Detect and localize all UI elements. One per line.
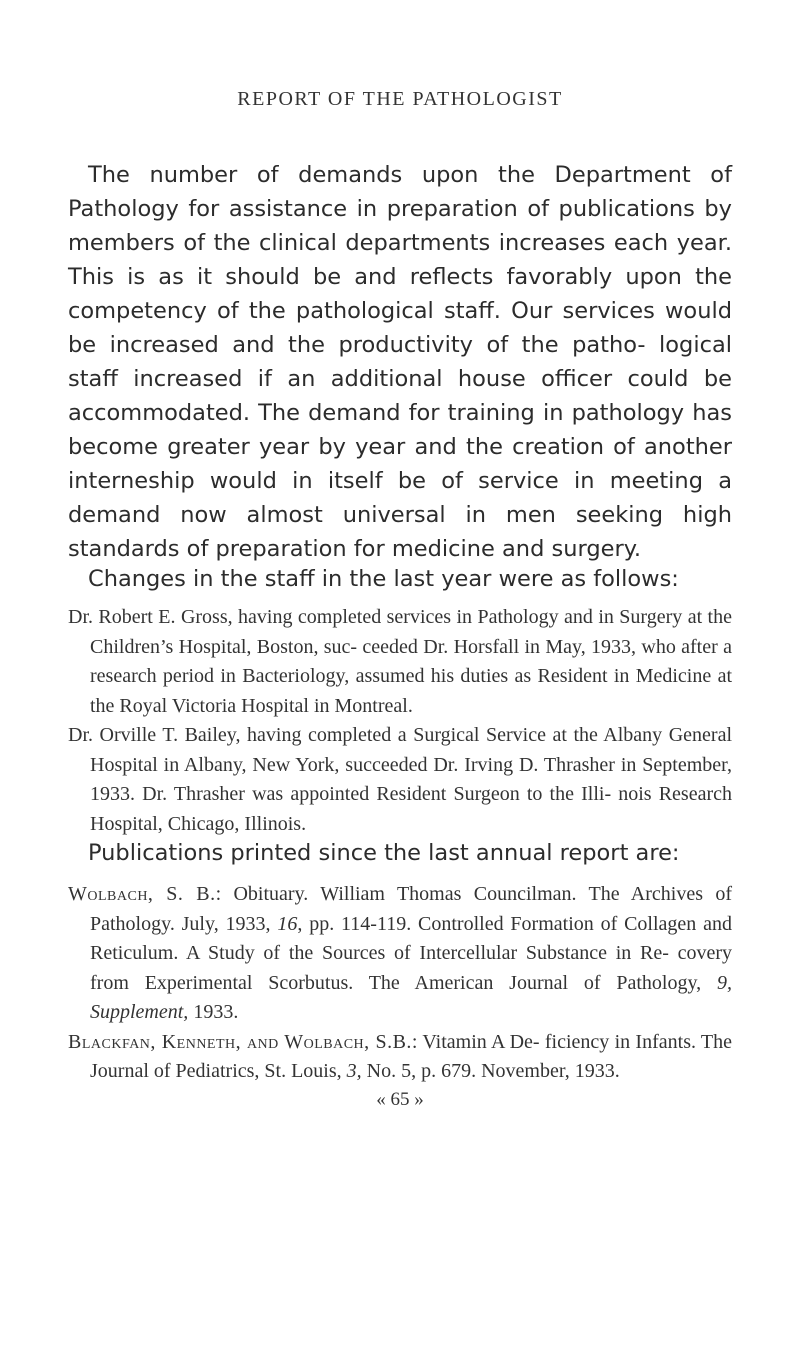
publications-lead: Publications printed since the last annual report are:	[88, 840, 680, 866]
publication-separator: :	[411, 1030, 423, 1053]
publication-separator: :	[215, 883, 234, 905]
staff-change-entry: Dr. Orville T. Bailey, having completed a Surgical Service at the Albany General Hospital in Albany, New York, succeeded Dr. Irving D. Thrasher in September, 1933. Dr. Thrasher was appointed Resident Surgeon to the Illi- nois Research Hospital, Chicago, Illinois.	[68, 724, 732, 835]
publication-volume: 16	[277, 912, 298, 935]
page-number: « 65 »	[376, 1089, 424, 1110]
intro-paragraph: The number of demands upon the Department of Pathology for assistance in preparation of publications by members of the clinical departments increases each year. This is as it should be and reflects favorably upon the competency of the pathological staff. Our services would be increased and the productivity of the patho- logical staff increased if an additional house officer could be accommodated. The demand for training in pathology has become greater year by year and the creation of another interneship would in itself be of service in meeting a demand now almost universal in men seeking high standards of preparation for medicine and surgery.	[68, 162, 732, 562]
publication-volume: 3,	[346, 1060, 362, 1082]
staff-changes-heading-section	[68, 562, 732, 596]
publication-text: No. 5, p. 679. November, 1933.	[361, 1060, 620, 1082]
publications-list	[68, 880, 733, 1087]
publication-author: Blackfan, Kenneth, and Wolbach, S.B.	[68, 1030, 412, 1053]
publication-text: Obituary. William Thomas Councilman. The Archives of Pathology. July, 1933,	[90, 883, 732, 935]
running-head: REPORT OF THE PATHOLOGIST	[237, 88, 563, 110]
publications-heading-section	[68, 836, 732, 870]
staff-changes-lead: Changes in the staff in the last year were as follows:	[88, 566, 679, 592]
publication-entry	[68, 880, 732, 1028]
intro-section	[68, 158, 732, 566]
publication-text: Vitamin A De- ficiency in Infants. The Journal of Pediatrics, St. Louis,	[90, 1030, 733, 1082]
staff-changes-list	[68, 603, 732, 839]
publication-text: , pp. 114-119. Controlled Formation of Collagen and Reticulum. A Study of the Sources of Intercellular Substance in Re- covery from Experimental Scorbutus. The American Journal of Pathology,	[90, 912, 732, 994]
publication-volume: 9, Supplement,	[90, 971, 732, 1023]
publication-text: 1933.	[188, 1001, 239, 1023]
staff-change-entry: Dr. Robert E. Gross, having completed services in Pathology and in Surgery at the Children’s Hospital, Boston, suc- ceeded Dr. Horsfall in May, 1933, who after a research period in Bacteriology, assumed his duties as Resident in Medicine at the Royal Victoria Hospital in Montreal.	[68, 606, 732, 717]
publication-entry	[68, 1028, 732, 1087]
publication-author: Wolbach, S. B.	[68, 883, 216, 905]
